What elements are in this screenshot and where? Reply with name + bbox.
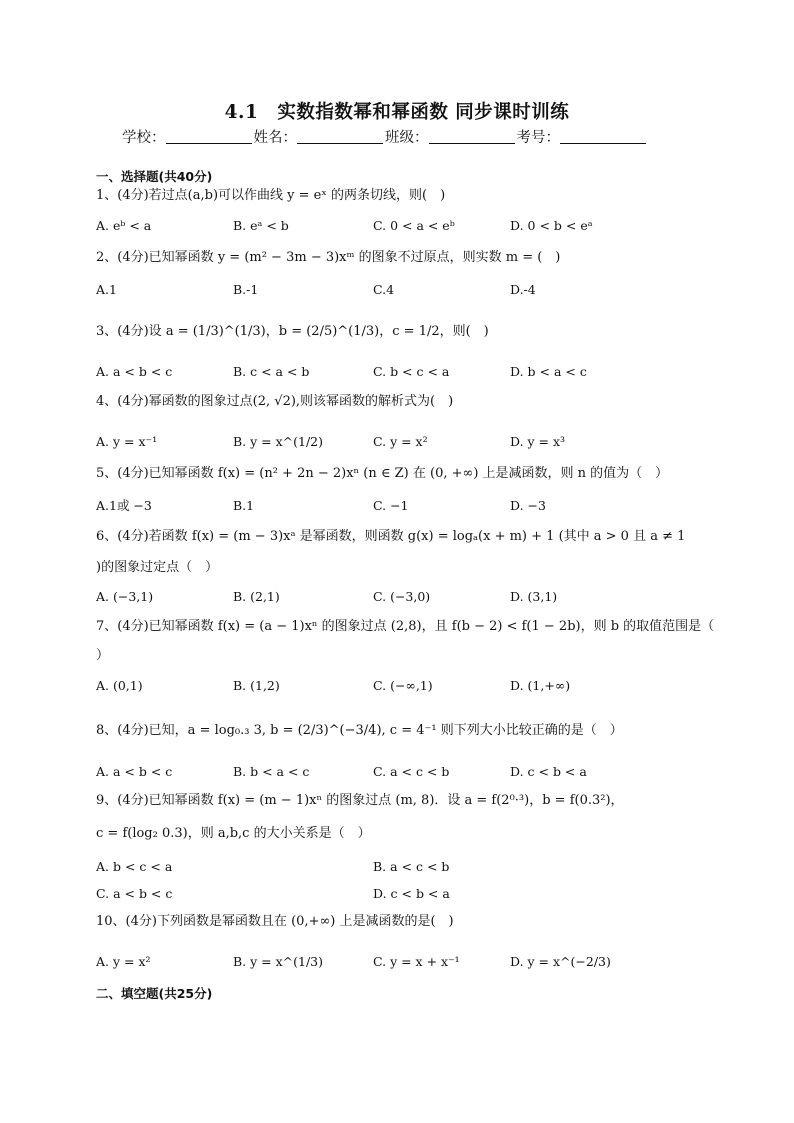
question-7: 7、(4分)已知幂函数 f(x) = (a − 1)xⁿ 的图象过点 (2,8)，且 f(b − 2) < f(1 − 2b)，则 b 的取值范围是（ — [96, 619, 715, 634]
question-3-options — [96, 362, 736, 382]
option-b: B. c < a < b — [233, 364, 310, 379]
option-c: C. a < b < c — [96, 886, 173, 901]
option-a: A. eᵇ < a — [96, 218, 152, 233]
section-fill-title: 二、填空题(共25分) — [96, 986, 213, 1001]
question-4: 4、(4分)幂函数的图象过点(2, √2),则该幂函数的解析式为( ) — [96, 394, 454, 409]
student-info-row — [122, 126, 682, 147]
option-c: C. −1 — [373, 498, 409, 513]
question-9: 9、(4分)已知幂函数 f(x) = (m − 1)xⁿ 的图象过点 (m, 8)．设 a = f(2⁰·³)，b = f(0.3²)， — [96, 793, 624, 808]
option-a: A. a < b < c — [96, 764, 173, 779]
option-d: D. −3 — [510, 498, 546, 513]
number-blank[interactable] — [560, 129, 646, 144]
question-7-options — [96, 676, 736, 696]
option-d: D. (1,+∞) — [510, 678, 571, 693]
option-d: D. y = x³ — [510, 434, 566, 449]
option-d: D. c < b < a — [510, 764, 587, 779]
option-c: C.4 — [373, 282, 395, 297]
option-b: B. eᵃ < b — [233, 218, 289, 233]
question-2-options — [96, 280, 736, 300]
option-a: A. b < c < a — [96, 859, 173, 874]
option-d: D. (3,1) — [510, 589, 558, 604]
number-label: 考号： — [516, 130, 560, 146]
option-b: B. y = x^(1/2) — [233, 434, 324, 449]
option-d: D. 0 < b < eᵃ — [510, 218, 593, 233]
question-9-continued: c = f(log₂ 0.3)，则 a,b,c 的大小关系是（ ） — [96, 826, 371, 841]
option-d: D. b < a < c — [510, 364, 587, 379]
class-label: 班级： — [385, 130, 429, 146]
option-c: C. y = x² — [373, 434, 428, 449]
option-a: A. y = x² — [96, 954, 151, 969]
question-5-options — [96, 496, 736, 516]
option-c: C. (−3,0) — [373, 589, 431, 604]
name-blank[interactable] — [297, 129, 383, 144]
question-8-options — [96, 762, 736, 782]
option-c: C. y = x + x⁻¹ — [373, 954, 460, 969]
option-b: B. b < a < c — [233, 764, 310, 779]
option-a: A. (−3,1) — [96, 589, 154, 604]
school-blank[interactable] — [166, 129, 252, 144]
option-b: B. (1,2) — [233, 678, 280, 693]
option-b: B. y = x^(1/3) — [233, 954, 324, 969]
name-label: 姓名： — [253, 130, 297, 146]
question-10: 10、(4分)下列函数是幂函数且在 (0,+∞) 上是减函数的是( ) — [96, 914, 454, 929]
school-label: 学校： — [122, 130, 166, 146]
question-10-options — [96, 952, 736, 972]
option-d: D. y = x^(−2/3) — [510, 954, 611, 969]
question-7-continued: ） — [96, 648, 110, 663]
question-3: 3、(4分)设 a = (1/3)^(1/3)，b = (2/5)^(1/3)，c = 1/2，则( ) — [96, 324, 489, 339]
option-c: C. (−∞,1) — [373, 678, 433, 693]
option-a: A.1或 −3 — [96, 498, 152, 513]
question-2: 2、(4分)已知幂函数 y = (m² − 3m − 3)xᵐ 的图象不过原点，则实数 m = ( ) — [96, 250, 561, 265]
option-c: C. 0 < a < eᵇ — [373, 218, 455, 233]
question-6-options — [96, 587, 736, 607]
option-b: B.-1 — [233, 282, 259, 297]
page-title: 4.1 实数指数幂和幂函数 同步课时训练 — [224, 102, 570, 123]
option-a: A. a < b < c — [96, 364, 173, 379]
question-1-options — [96, 216, 736, 236]
question-6: 6、(4分)若函数 f(x) = (m − 3)xᵃ 是幂函数，则函数 g(x) = logₐ(x + m) + 1 (其中 a > 0 且 a ≠ 1 — [96, 529, 686, 544]
question-5: 5、(4分)已知幂函数 f(x) = (n² + 2n − 2)xⁿ (n ∈ Z) 在 (0, +∞) 上是减函数，则 n 的值为（ ） — [96, 466, 669, 481]
option-a: A.1 — [96, 282, 117, 297]
option-c: C. b < c < a — [373, 364, 450, 379]
option-b: B. a < c < b — [373, 859, 450, 874]
question-8: 8、(4分)已知，a = log₀.₃ 3, b = (2/3)^(−3/4), c = 4⁻¹ 则下列大小比较正确的是（ ） — [96, 723, 623, 738]
class-blank[interactable] — [429, 129, 515, 144]
question-6-continued: )的图象过定点（ ） — [96, 560, 219, 575]
option-a: A. y = x⁻¹ — [96, 434, 158, 449]
option-d: D. c < b < a — [373, 886, 450, 901]
section-choice-title: 一、选择题(共40分) — [96, 169, 213, 184]
option-b: B.1 — [233, 498, 255, 513]
option-d: D.-4 — [510, 282, 536, 297]
option-a: A. (0,1) — [96, 678, 143, 693]
option-c: C. a < c < b — [373, 764, 450, 779]
option-b: B. (2,1) — [233, 589, 280, 604]
question-4-options — [96, 432, 736, 452]
question-1: 1、(4分)若过点(a,b)可以作曲线 y = eˣ 的两条切线，则( ) — [96, 188, 446, 203]
